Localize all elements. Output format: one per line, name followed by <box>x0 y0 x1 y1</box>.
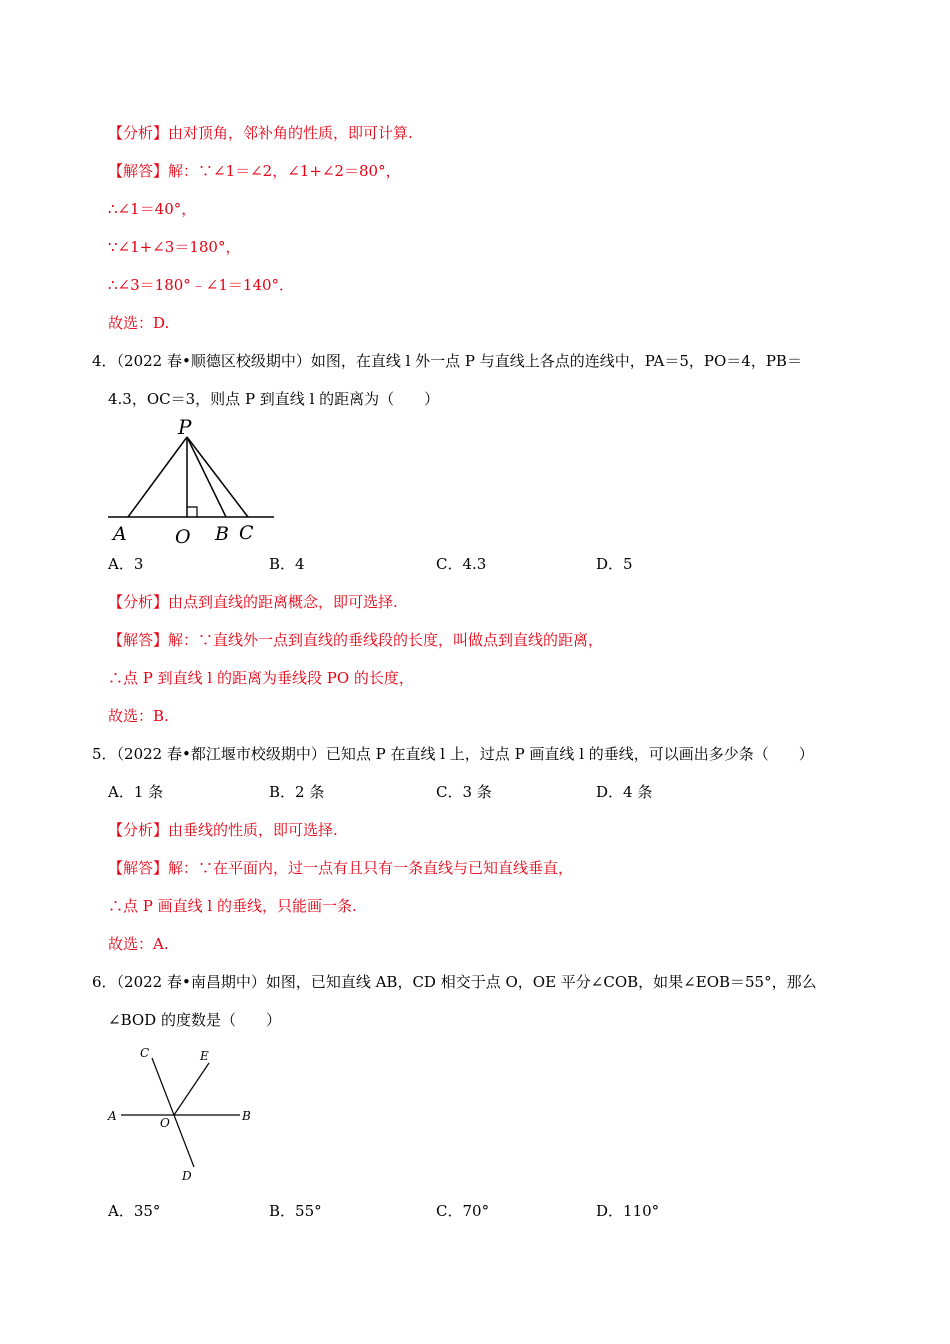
label-b: B <box>215 523 229 545</box>
label-o: O <box>175 526 191 548</box>
q5-step1: ∴点 P 画直线 l 的垂线，只能画一条. <box>108 897 357 915</box>
q4-step1: ∴点 P 到直线 l 的距离为垂线段 PO 的长度， <box>108 669 414 687</box>
q4-option-a[interactable]: A．3 <box>108 555 144 573</box>
label-d: D <box>182 1169 192 1183</box>
q3-step1: ∴∠1＝40°， <box>108 200 197 218</box>
q3-step2: ∵∠1+∠3＝180°， <box>108 238 241 256</box>
label-e: E <box>200 1049 209 1063</box>
q4-stem-line1: 4．（2022 春•顺德区校级期中）如图，在直线 l 外一点 P 与直线上各点的连线中，PA＝5，PO＝4，PB＝ <box>92 352 802 370</box>
q5-option-d[interactable]: D．4 条 <box>596 783 653 801</box>
q3-choice: 故选：D. <box>108 314 170 332</box>
q6-stem-line1: 6．（2022 春•南昌期中）如图，已知直线 AB，CD 相交于点 O，OE 平分∠COB，如果∠EOB＝55°，那么 <box>92 973 817 991</box>
q5-analysis: 【分析】由垂线的性质，即可选择. <box>108 821 338 839</box>
label-p: P <box>178 415 192 439</box>
ray-oe <box>174 1063 209 1115</box>
q4-analysis: 【分析】由点到直线的距离概念，即可选择. <box>108 593 398 611</box>
q6-option-b[interactable]: B．55° <box>269 1202 322 1220</box>
q5-option-a[interactable]: A．1 条 <box>108 783 164 801</box>
q5-choice: 故选：A. <box>108 935 169 953</box>
q3-step3: ∴∠3＝180°﹣∠1＝140°． <box>108 276 295 294</box>
line-cd <box>152 1058 194 1167</box>
q6-option-a[interactable]: A．35° <box>108 1202 161 1220</box>
q4-stem-line2: 4.3，OC＝3，则点 P 到直线 l 的距离为（ ） <box>108 390 440 408</box>
q6-option-c[interactable]: C．70° <box>436 1202 490 1220</box>
q4-choice: 故选：B. <box>108 707 169 725</box>
q6-stem-line2: ∠BOD 的度数是（ ） <box>108 1011 281 1029</box>
label-c: C <box>140 1046 150 1060</box>
q5-option-c[interactable]: C．3 条 <box>436 783 492 801</box>
q4-answer: 【解答】解：∵直线外一点到直线的垂线段的长度，叫做点到直线的距离， <box>108 631 604 649</box>
q4-option-d[interactable]: D．5 <box>596 555 633 573</box>
label-o: O <box>160 1116 170 1130</box>
q5-stem: 5．（2022 春•都江堰市校级期中）已知点 P 在直线 l 上，过点 P 画直线 l 的垂线，可以画出多少条（ ） <box>92 745 814 763</box>
label-a: A <box>108 1109 117 1123</box>
label-c: C <box>239 522 254 544</box>
q5-option-b[interactable]: B．2 条 <box>269 783 325 801</box>
q3-answer: 【解答】解：∵∠1＝∠2，∠1+∠2＝80°， <box>108 162 401 180</box>
q4-option-c[interactable]: C．4.3 <box>436 555 487 573</box>
label-b: B <box>242 1109 251 1123</box>
q3-analysis: 【分析】由对顶角，邻补角的性质，即可计算. <box>108 124 413 142</box>
q6-option-d[interactable]: D．110° <box>596 1202 660 1220</box>
label-a: A <box>113 523 127 545</box>
q5-answer: 【解答】解：∵在平面内，过一点有且只有一条直线与已知直线垂直， <box>108 859 574 877</box>
q4-option-b[interactable]: B．4 <box>269 555 305 573</box>
